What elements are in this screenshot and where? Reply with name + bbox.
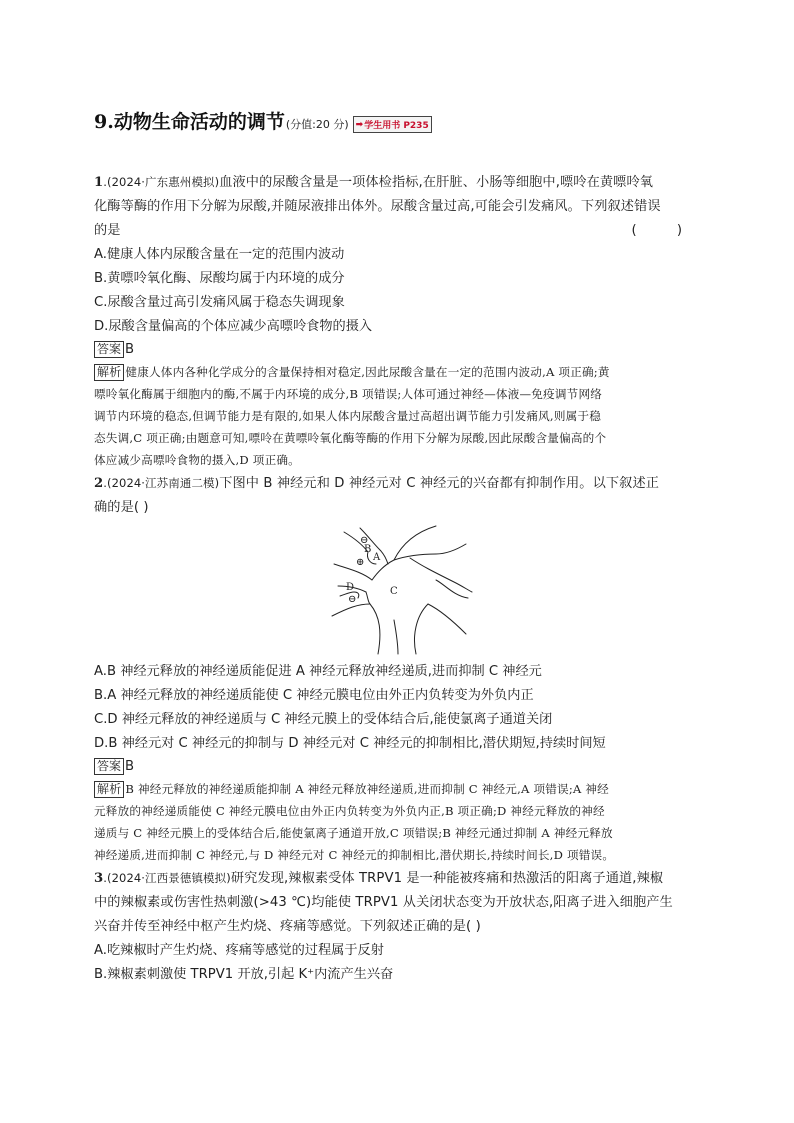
question-source: .(2024·广东惠州模拟) [103, 175, 220, 189]
c-membrane [366, 592, 370, 604]
question-stem-line: 确的是( ) [94, 500, 149, 515]
answer-value: B [125, 759, 135, 774]
option-a[interactable]: A.健康人体内尿酸含量在一定的范围内波动 [94, 247, 345, 262]
analysis-block: 解析 B 神经元释放的神经递质能抑制 A 神经元释放神经递质,进而抑制 C 神经元,A 项错误;A 神经 元释放的神经递质能使 C 神经元膜电位由外正内负转变为外负内正,B 项正确;D 神经元释放的神经 递质与 C 神经元膜上的受体结合后,能使氯离子通道开放,C 项错误;B 神经元通过抑制 A 神经元释放 神经递质,进而抑制 C 神经元,与 D 神经元对 C 神经元的抑制相比,潜伏期长,持续时间长,D 项错误。 [94, 782, 615, 862]
minus-sign: ⊖ [348, 594, 357, 605]
plus-sign: ⊕ [356, 557, 365, 568]
c-axon [370, 604, 380, 654]
c-axon [415, 604, 429, 654]
section-title: 9.动物生命活动的调节 [94, 111, 285, 133]
answer-blank: ( ) [631, 223, 700, 238]
answer-value: B [125, 342, 135, 357]
c-membrane [410, 558, 472, 592]
section-header [94, 107, 432, 134]
option-a[interactable]: A.吃辣椒时产生灼烧、疼痛等感觉的过程属于反射 [94, 943, 384, 958]
option-c[interactable]: C.D 神经元释放的神经递质与 C 神经元膜上的受体结合后,能使氯离子通道关闭 [94, 712, 553, 727]
question-stem-line: 兴奋并传至神经中枢产生灼烧、疼痛等感觉。下列叙述正确的是( ) [94, 919, 481, 934]
option-d[interactable]: D.B 神经元对 C 神经元的抑制与 D 神经元对 C 神经元的抑制相比,潜伏期短,持续时间短 [94, 736, 606, 751]
neuron-figure [324, 524, 474, 656]
option-d[interactable]: D.尿酸含量偏高的个体应减少高嘌呤食物的摄入 [94, 319, 373, 334]
c-axon [394, 620, 398, 654]
question-3 [94, 866, 700, 987]
c-dendrite [334, 564, 372, 580]
book-reference-label: 学生用书 P235 [364, 121, 429, 131]
answer-row [94, 756, 700, 778]
c-membrane [372, 526, 436, 580]
answer-row [94, 339, 700, 361]
question-stem-line: 中的辣椒素或伤害性热刺激(>43 ℃)均能使 TRPV1 从关闭状态变为开放状态,阳离子进入细胞产生 [94, 895, 673, 910]
question-stem-line: 化酶等酶的作用下分解为尿酸,并随尿液排出体外。尿酸含量过高,可能会引发痛风。下列叙述错误 [94, 199, 661, 214]
book-reference-link[interactable] [353, 116, 432, 133]
analysis-block: 解析 健康人体内各种化学成分的含量保持相对稳定,因此尿酸含量在一定的范围内波动,A 项正确;黄 嘌呤氧化酶属于细胞内的酶,不属于内环境的成分,B 项错误;人体可通过神经—体液—免疫调节网络 调节内环境的稳态,但调节能力是有限的,如果人体内尿酸含量过高超出调节能力引发痛风,则属于稳 态失调,C 项正确;由题意可知,嘌呤在黄嘌呤氧化酶等酶的作用下分解为尿酸,因此尿酸含量偏高的个 体应减少高嘌呤食物的摄入,D 项正确。 [94, 365, 610, 467]
c-membrane [428, 604, 466, 634]
c-membrane [436, 580, 468, 598]
c-dendrite [332, 604, 370, 616]
question-number: 2 [94, 476, 104, 491]
question-stem-line: 3.(2024·江西景德镇模拟)研究发现,辣椒素受体 TRPV1 是一种能被疼痛和热激活的阳离子通道,辣椒 [94, 871, 664, 886]
option-a[interactable]: A.B 神经元释放的神经递质能促进 A 神经元释放神经递质,进而抑制 C 神经元 [94, 664, 542, 679]
question-source: .(2024·江苏南通二模) [103, 476, 220, 490]
question-1 [94, 170, 700, 471]
neuron-diagram [94, 520, 700, 660]
c-membrane [394, 544, 466, 560]
label-c: C [390, 586, 398, 597]
question-stem-line: 的是 ( ) [94, 219, 700, 243]
minus-sign: ⊖ [360, 535, 369, 546]
question-source: .(2024·江西景德镇模拟) [103, 871, 231, 885]
label-d: D [346, 582, 355, 593]
question-stem-line: 1.(2024·广东惠州模拟)血液中的尿酸含量是一项体检指标,在肝脏、小肠等细胞中,嘌呤在黄嘌呤氧 [94, 175, 654, 190]
question-stem-line: 2.(2024·江苏南通二模)下图中 B 神经元和 D 神经元对 C 神经元的兴奋都有抑制作用。以下叙述正 [94, 476, 660, 491]
analysis-tag: 解析 [94, 364, 124, 381]
option-b[interactable]: B.黄嘌呤氧化酶、尿酸均属于内环境的成分 [94, 271, 345, 286]
answer-tag: 答案 [94, 758, 124, 775]
question-number: 3 [94, 871, 104, 886]
arrow-right-icon: ➡ [355, 119, 364, 130]
label-a: A [373, 552, 381, 563]
option-c[interactable]: C.尿酸含量过高引发痛风属于稳态失调现象 [94, 295, 345, 310]
question-number: 1 [94, 175, 104, 190]
analysis-tag: 解析 [94, 781, 124, 798]
answer-tag: 答案 [94, 341, 124, 358]
option-b[interactable]: B.辣椒素刺激使 TRPV1 开放,引起 K⁺内流产生兴奋 [94, 967, 394, 982]
option-b[interactable]: B.A 神经元释放的神经递质能使 C 神经元膜电位由外正内负转变为外负内正 [94, 688, 534, 703]
label-b: B [364, 544, 372, 555]
score-note: (分值:20 分) [285, 118, 349, 131]
question-2 [94, 471, 700, 866]
question-list [94, 170, 700, 987]
